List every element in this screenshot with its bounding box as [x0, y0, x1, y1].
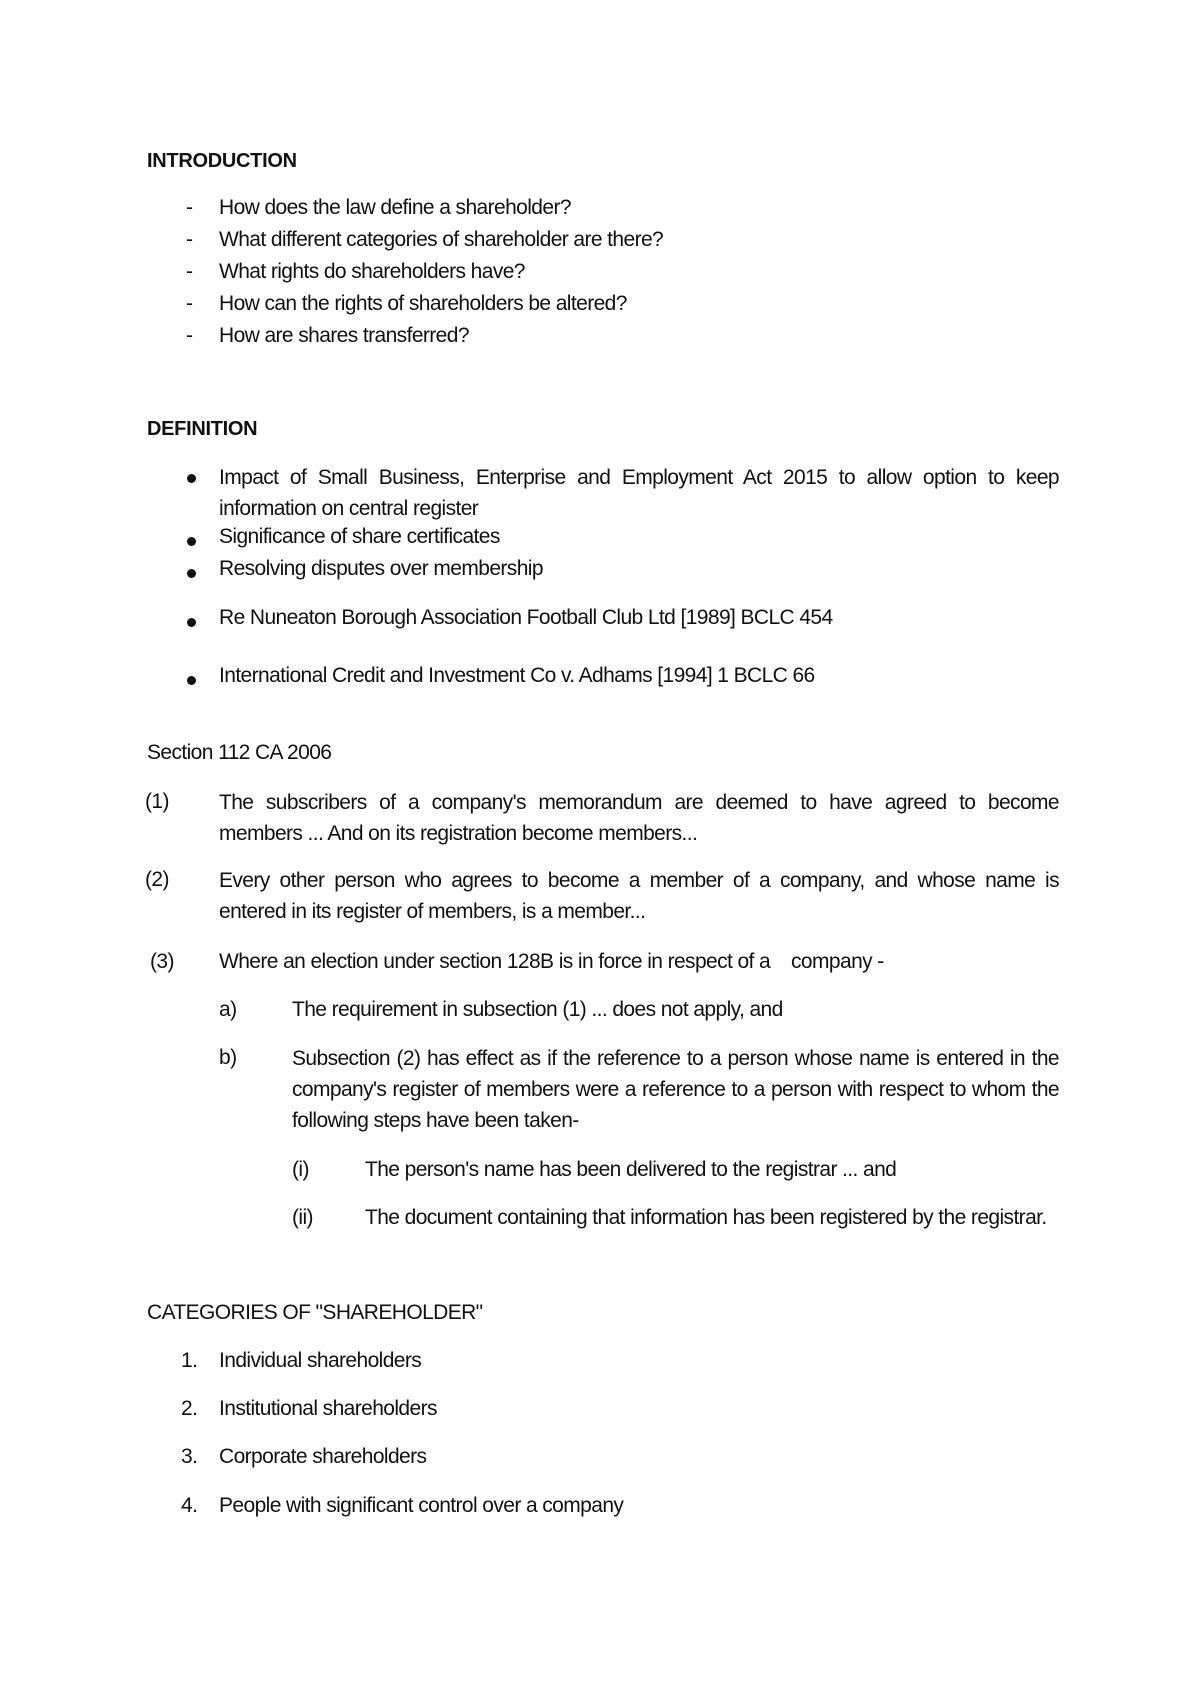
- definition-bullet-2: Significance of share certificates: [219, 525, 500, 548]
- intro-question-4: How can the rights of shareholders be altered?: [219, 292, 627, 315]
- bullet-icon: [187, 618, 196, 627]
- paragraph-b-text: Subsection (2) has effect as if the reference to a person whose name is entered in the company's register of members were a reference to a person with respect to whom the following steps have been taken-: [292, 1047, 1059, 1132]
- category-item-3: Corporate shareholders: [219, 1445, 427, 1468]
- definition-bullet-1: Impact of Small Business, Enterprise and Employment Act 2015 to allow option to keep information on central register: [219, 466, 1059, 520]
- definition-bullet-3: Resolving disputes over membership: [219, 557, 543, 580]
- bullet-icon: [187, 537, 196, 546]
- bullet-icon: [187, 676, 196, 685]
- section-112-title: Section 112 CA 2006: [147, 741, 332, 764]
- subsection-2-text: Every other person who agrees to become a member of a company, and whose name is entered in its register of members, is a member...: [219, 869, 1059, 923]
- subsection-2-number: (2): [145, 868, 169, 891]
- intro-question-5: How are shares transferred?: [219, 324, 469, 347]
- sub-paragraph-i-label: (i): [292, 1158, 309, 1181]
- intro-question-3: What rights do shareholders have?: [219, 260, 525, 283]
- dash-marker: -: [186, 260, 193, 283]
- category-number: 4.: [181, 1494, 198, 1517]
- subsection-3-text: Where an election under section 128B is in force in respect of a company -: [219, 950, 884, 973]
- dash-marker: -: [186, 228, 193, 251]
- intro-question-1: How does the law define a shareholder?: [219, 196, 571, 219]
- dash-marker: -: [186, 196, 193, 219]
- dash-marker: -: [186, 292, 193, 315]
- categories-heading: CATEGORIES OF "SHAREHOLDER": [147, 1301, 483, 1324]
- category-number: 1.: [181, 1349, 198, 1372]
- category-number: 2.: [181, 1397, 198, 1420]
- intro-question-2: What different categories of shareholder are there?: [219, 228, 664, 251]
- sub-paragraph-ii-label: (ii): [292, 1206, 313, 1229]
- category-number: 3.: [181, 1445, 198, 1468]
- bullet-icon: [187, 474, 196, 483]
- dash-marker: -: [186, 324, 193, 347]
- category-item-1: Individual shareholders: [219, 1349, 422, 1372]
- definition-case-nuneaton: Re Nuneaton Borough Association Football Club Ltd [1989] BCLC 454: [219, 606, 833, 629]
- subsection-3-number: (3): [150, 950, 174, 973]
- sub-paragraph-ii-text: The document containing that information has been registered by the registrar.: [365, 1206, 1047, 1229]
- definition-case-adhams: International Credit and Investment Co v. Adhams [1994] 1 BCLC 66: [219, 664, 815, 687]
- paragraph-a-text: The requirement in subsection (1) ... does not apply, and: [292, 998, 783, 1021]
- category-item-2: Institutional shareholders: [219, 1397, 437, 1420]
- category-item-4: People with significant control over a company: [219, 1494, 624, 1517]
- sub-paragraph-i-text: The person's name has been delivered to the registrar ... and: [365, 1158, 897, 1181]
- subsection-1-text: The subscribers of a company's memorandum are deemed to have agreed to become members ... And on its registration become members...: [219, 791, 1059, 845]
- introduction-heading: INTRODUCTION: [147, 150, 297, 172]
- bullet-icon: [187, 569, 196, 578]
- paragraph-a-label: a): [219, 998, 237, 1021]
- subsection-1-number: (1): [145, 790, 169, 813]
- paragraph-b-label: b): [219, 1046, 237, 1069]
- definition-heading: DEFINITION: [147, 418, 258, 440]
